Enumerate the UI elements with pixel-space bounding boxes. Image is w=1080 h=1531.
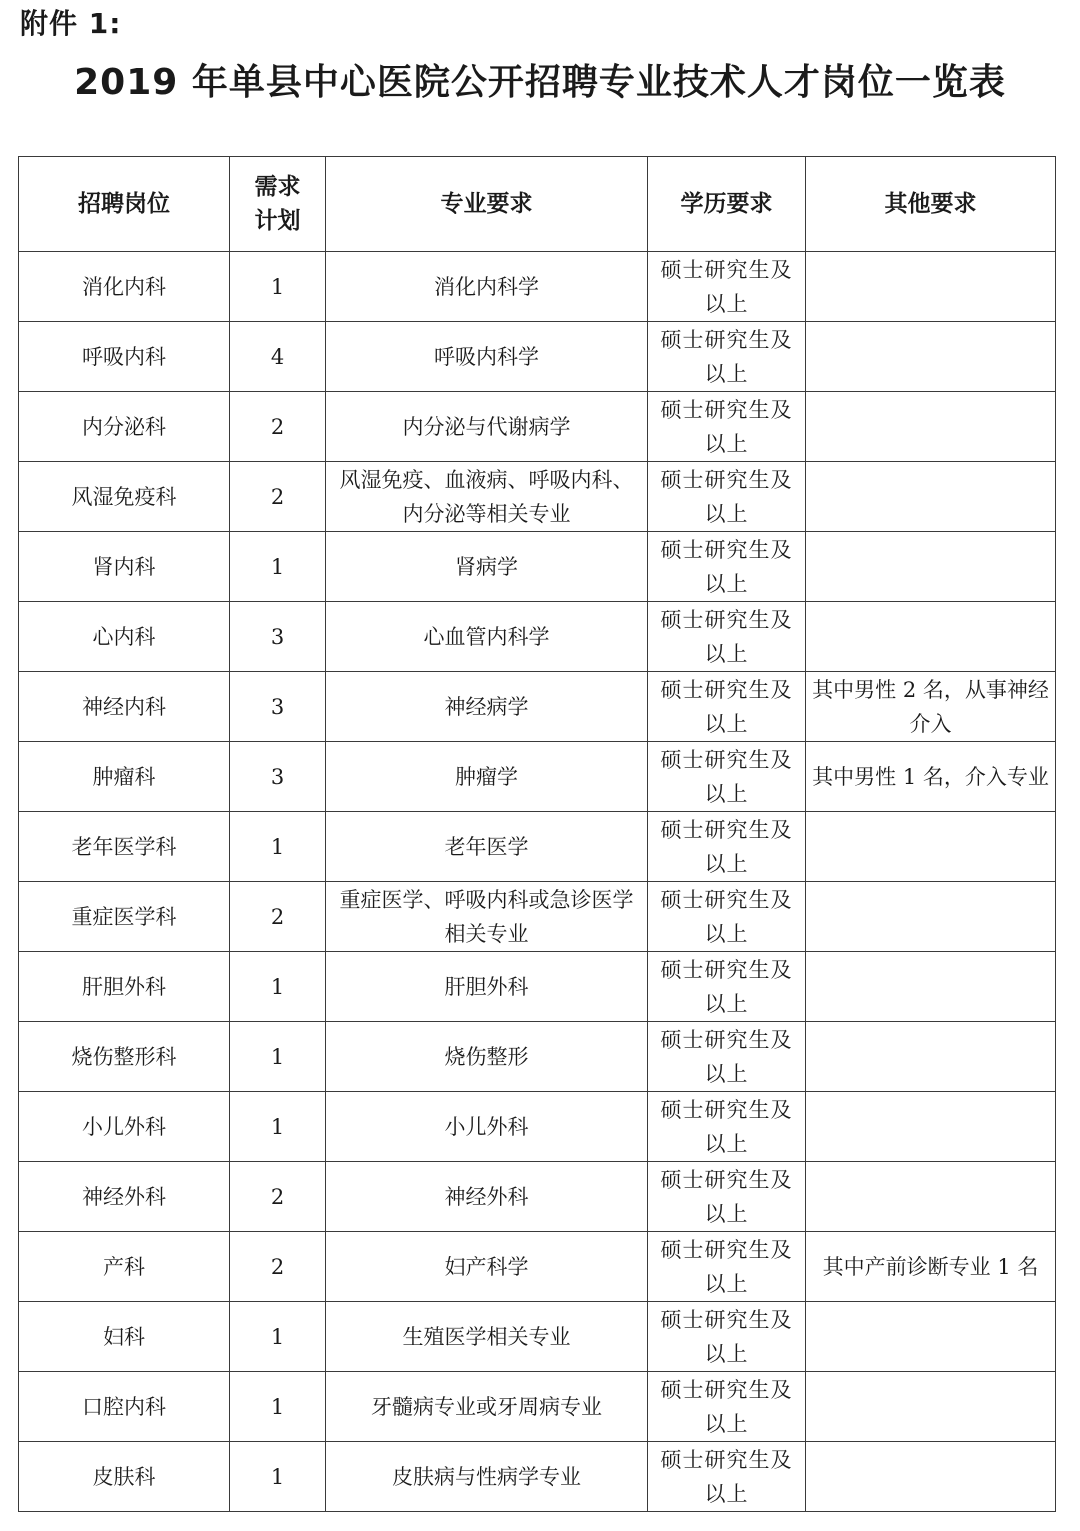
cell-major: 重症医学、呼吸内科或急诊医学相关专业 (326, 882, 648, 952)
cell-major: 肿瘤学 (326, 742, 648, 812)
cell-education (648, 252, 806, 322)
education-text: 硕士研究生及以上 (660, 327, 793, 386)
cell-post: 消化内科 (19, 252, 230, 322)
recruitment-table (18, 156, 1056, 1512)
attachment-label: 附件 1: (20, 7, 122, 40)
cell-major: 肝胆外科 (326, 952, 648, 1022)
header-count: 需求计划 (230, 157, 326, 252)
cell-major: 神经病学 (326, 672, 648, 742)
cell-count: 1 (230, 1022, 326, 1092)
cell-count: 1 (230, 952, 326, 1022)
cell-post: 肾内科 (19, 532, 230, 602)
education-text: 硕士研究生及以上 (660, 257, 793, 316)
cell-count: 1 (230, 1302, 326, 1372)
table-row (19, 322, 1056, 392)
table-header-row (19, 157, 1056, 252)
cell-count: 1 (230, 1442, 326, 1512)
cell-major: 内分泌与代谢病学 (326, 392, 648, 462)
cell-education (648, 322, 806, 392)
education-text: 硕士研究生及以上 (660, 397, 793, 456)
cell-count: 2 (230, 1232, 326, 1302)
table-row (19, 1092, 1056, 1162)
table-row (19, 602, 1056, 672)
cell-post: 内分泌科 (19, 392, 230, 462)
header-major: 专业要求 (326, 157, 648, 252)
table-row (19, 252, 1056, 322)
cell-other: 其中男性 2 名，从事神经介入 (806, 672, 1056, 742)
cell-other (806, 602, 1056, 672)
cell-education (648, 602, 806, 672)
cell-major: 妇产科学 (326, 1232, 648, 1302)
table-row (19, 532, 1056, 602)
cell-other (806, 1372, 1056, 1442)
cell-major: 肾病学 (326, 532, 648, 602)
education-text: 硕士研究生及以上 (660, 537, 793, 596)
table-row (19, 1302, 1056, 1372)
cell-other (806, 1302, 1056, 1372)
cell-major: 小儿外科 (326, 1092, 648, 1162)
table-row (19, 1372, 1056, 1442)
table-row (19, 742, 1056, 812)
cell-major: 心血管内科学 (326, 602, 648, 672)
cell-other (806, 1162, 1056, 1232)
cell-post: 心内科 (19, 602, 230, 672)
cell-other (806, 252, 1056, 322)
header-education: 学历要求 (648, 157, 806, 252)
cell-post: 皮肤科 (19, 1442, 230, 1512)
table-row (19, 1232, 1056, 1302)
cell-education (648, 1442, 806, 1512)
cell-education (648, 672, 806, 742)
cell-post: 肿瘤科 (19, 742, 230, 812)
cell-major: 老年医学 (326, 812, 648, 882)
cell-count: 1 (230, 812, 326, 882)
cell-education (648, 1232, 806, 1302)
cell-count: 2 (230, 882, 326, 952)
cell-other (806, 532, 1056, 602)
cell-education (648, 462, 806, 532)
cell-education (648, 742, 806, 812)
cell-count: 3 (230, 672, 326, 742)
cell-count: 2 (230, 462, 326, 532)
education-text: 硕士研究生及以上 (660, 607, 793, 666)
cell-major: 呼吸内科学 (326, 322, 648, 392)
cell-count: 3 (230, 742, 326, 812)
cell-other: 其中男性 1 名，介入专业 (806, 742, 1056, 812)
cell-education (648, 392, 806, 462)
cell-count: 1 (230, 532, 326, 602)
cell-education (648, 1092, 806, 1162)
education-text: 硕士研究生及以上 (660, 747, 793, 806)
table-row (19, 392, 1056, 462)
cell-education (648, 882, 806, 952)
cell-post: 重症医学科 (19, 882, 230, 952)
cell-other (806, 322, 1056, 392)
cell-education (648, 952, 806, 1022)
cell-count: 4 (230, 322, 326, 392)
education-text: 硕士研究生及以上 (660, 677, 793, 736)
cell-other (806, 1442, 1056, 1512)
cell-count: 1 (230, 1092, 326, 1162)
education-text: 硕士研究生及以上 (660, 957, 793, 1016)
document-title: 2019 年单县中心医院公开招聘专业技术人才岗位一览表 (74, 62, 1006, 103)
table-row (19, 1162, 1056, 1232)
cell-count: 2 (230, 1162, 326, 1232)
cell-post: 口腔内科 (19, 1372, 230, 1442)
cell-other (806, 1092, 1056, 1162)
table-row (19, 462, 1056, 532)
cell-education (648, 1162, 806, 1232)
header-other: 其他要求 (806, 157, 1056, 252)
cell-education (648, 812, 806, 882)
table-row (19, 1442, 1056, 1512)
education-text: 硕士研究生及以上 (660, 1027, 793, 1086)
education-text: 硕士研究生及以上 (660, 1377, 793, 1436)
cell-post: 老年医学科 (19, 812, 230, 882)
cell-post: 肝胆外科 (19, 952, 230, 1022)
cell-other (806, 812, 1056, 882)
education-text: 硕士研究生及以上 (660, 1237, 793, 1296)
cell-major: 风湿免疫、血液病、呼吸内科、内分泌等相关专业 (326, 462, 648, 532)
cell-other (806, 392, 1056, 462)
cell-major: 生殖医学相关专业 (326, 1302, 648, 1372)
education-text: 硕士研究生及以上 (660, 1307, 793, 1366)
cell-other (806, 1022, 1056, 1092)
cell-other: 其中产前诊断专业 1 名 (806, 1232, 1056, 1302)
cell-post: 神经内科 (19, 672, 230, 742)
table-body (19, 252, 1056, 1512)
education-text: 硕士研究生及以上 (660, 467, 793, 526)
cell-count: 1 (230, 1372, 326, 1442)
cell-education (648, 1022, 806, 1092)
cell-count: 1 (230, 252, 326, 322)
cell-education (648, 532, 806, 602)
cell-post: 妇科 (19, 1302, 230, 1372)
table-row (19, 952, 1056, 1022)
cell-major: 牙髓病专业或牙周病专业 (326, 1372, 648, 1442)
cell-major: 消化内科学 (326, 252, 648, 322)
cell-count: 2 (230, 392, 326, 462)
cell-post: 产科 (19, 1232, 230, 1302)
header-post: 招聘岗位 (19, 157, 230, 252)
table-row (19, 812, 1056, 882)
cell-post: 风湿免疫科 (19, 462, 230, 532)
table-row (19, 1022, 1056, 1092)
education-text: 硕士研究生及以上 (660, 817, 793, 876)
cell-other (806, 462, 1056, 532)
cell-major: 皮肤病与性病学专业 (326, 1442, 648, 1512)
cell-post: 神经外科 (19, 1162, 230, 1232)
cell-post: 烧伤整形科 (19, 1022, 230, 1092)
cell-count: 3 (230, 602, 326, 672)
cell-major: 烧伤整形 (326, 1022, 648, 1092)
table-row (19, 672, 1056, 742)
education-text: 硕士研究生及以上 (660, 1447, 793, 1506)
cell-post: 小儿外科 (19, 1092, 230, 1162)
education-text: 硕士研究生及以上 (660, 1167, 793, 1226)
cell-other (806, 882, 1056, 952)
cell-major: 神经外科 (326, 1162, 648, 1232)
education-text: 硕士研究生及以上 (660, 1097, 793, 1156)
cell-education (648, 1302, 806, 1372)
education-text: 硕士研究生及以上 (660, 887, 793, 946)
cell-other (806, 952, 1056, 1022)
cell-post: 呼吸内科 (19, 322, 230, 392)
cell-education (648, 1372, 806, 1442)
table-row (19, 882, 1056, 952)
